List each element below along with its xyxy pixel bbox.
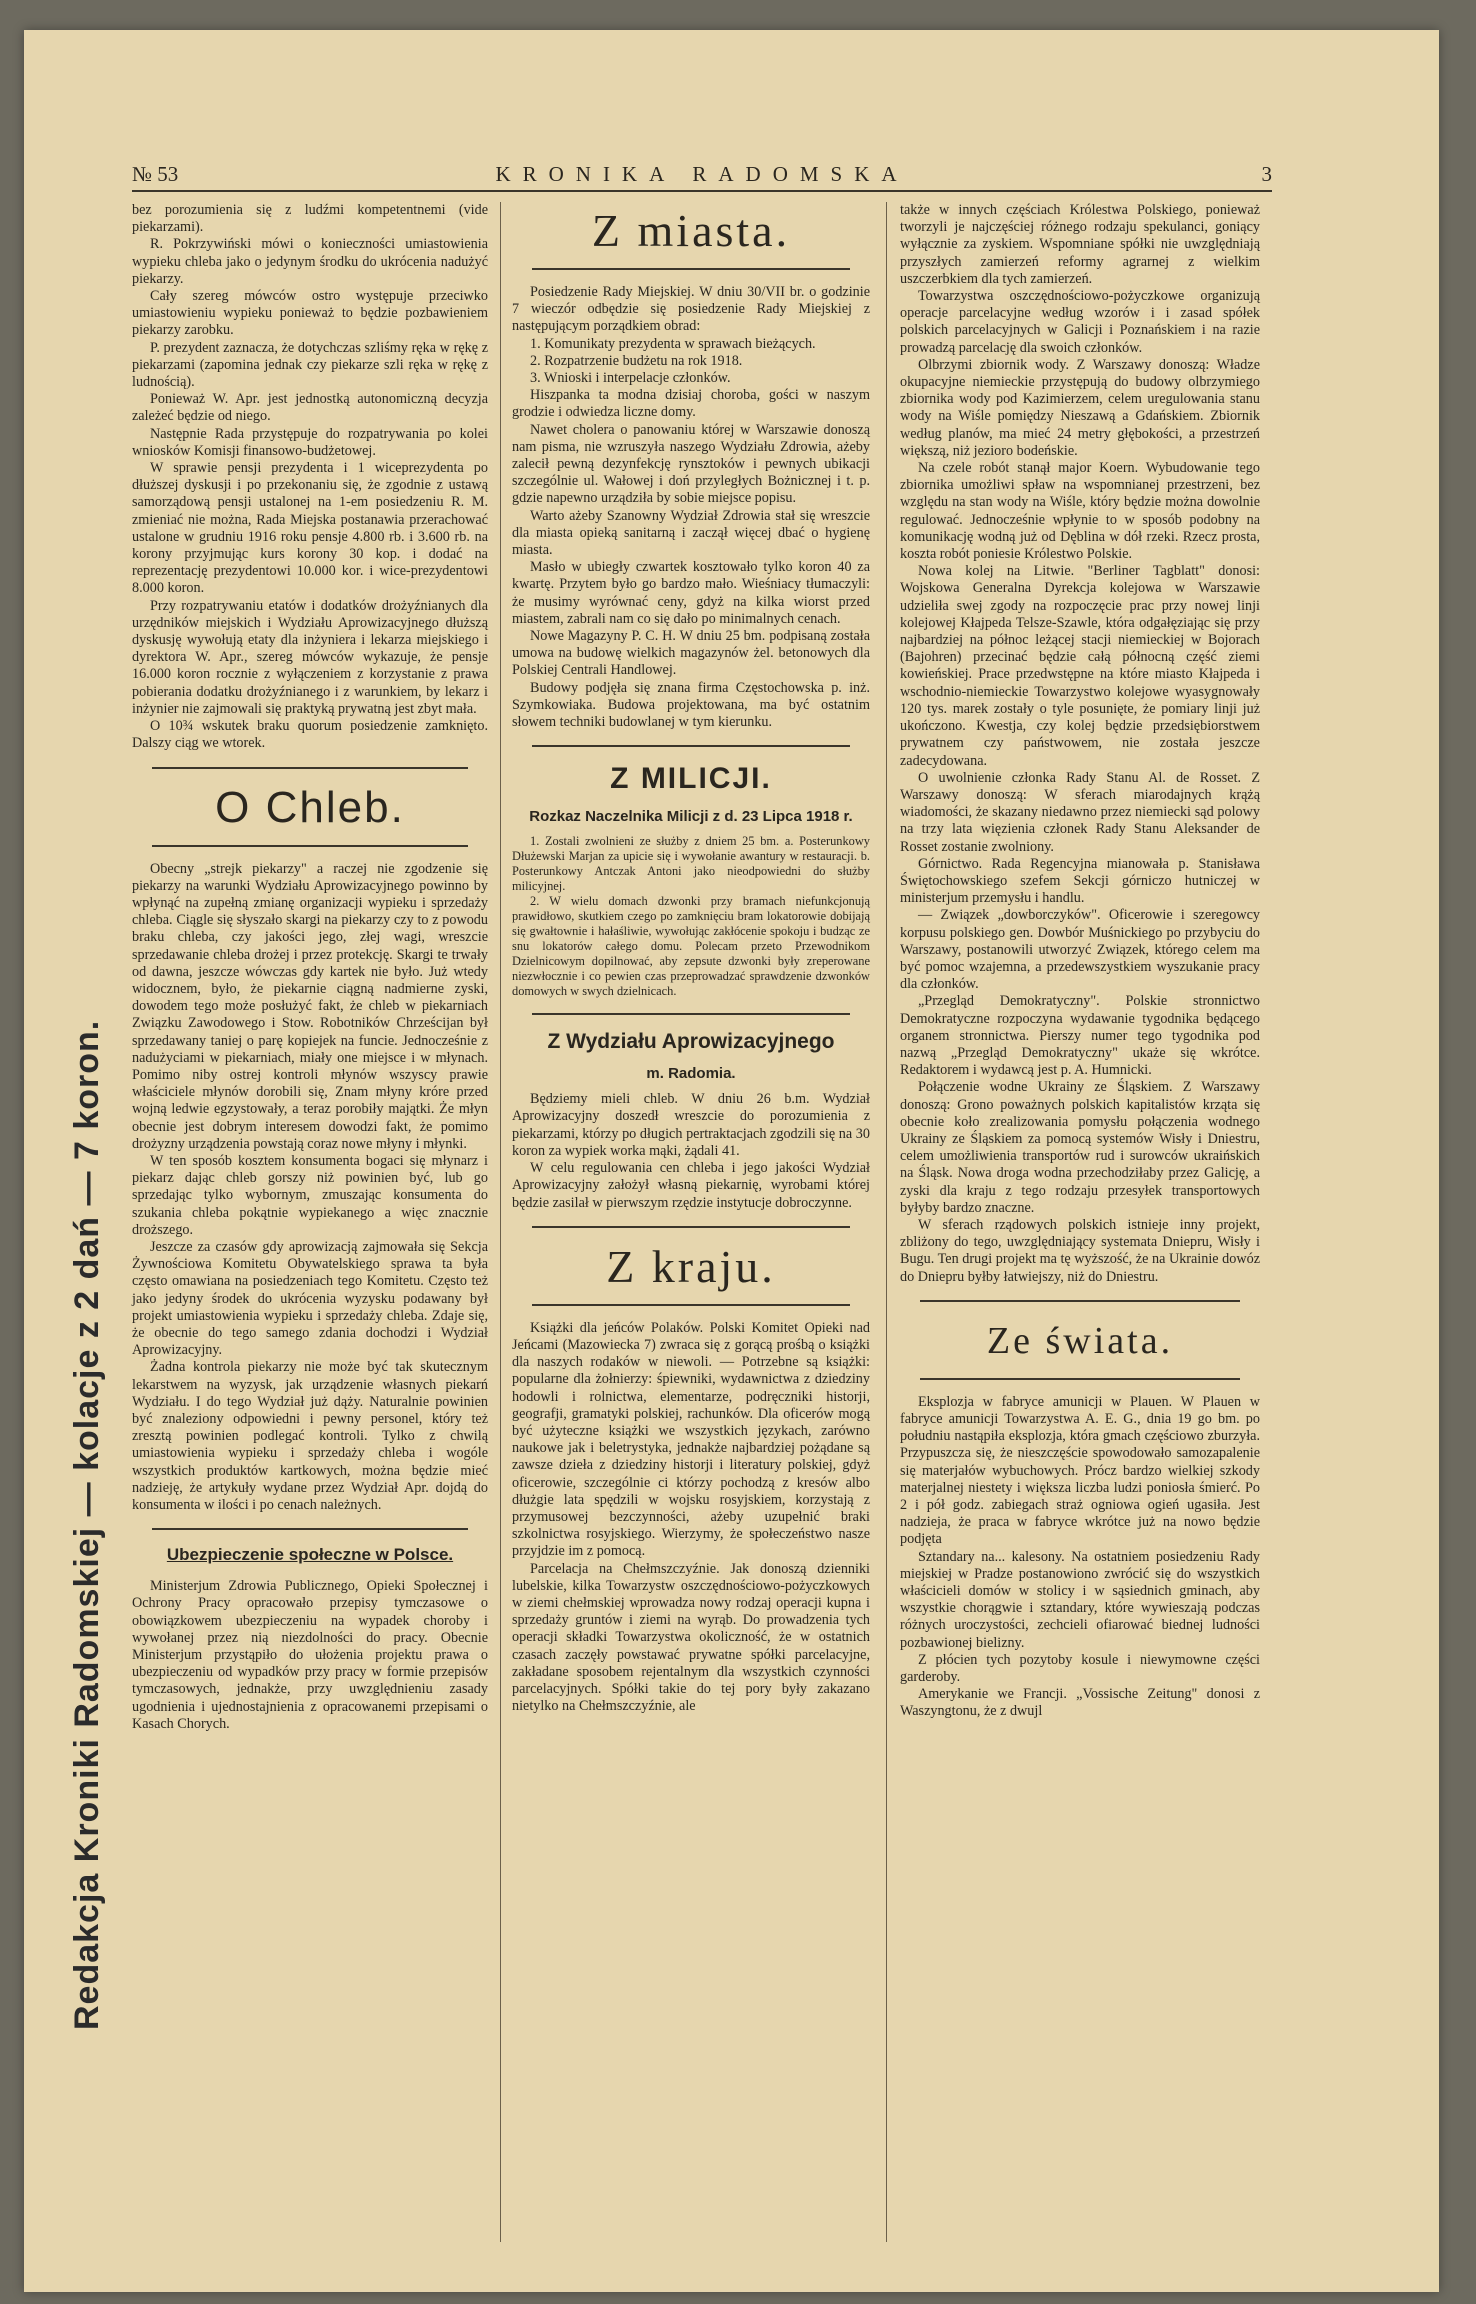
paragraph: W sprawie pensji prezydenta i 1 wiceprezydenta po dłuższej dyskusji i po przekonaniu się, że zgodnie z ustawą samorządową pensji ustalonej na 1-em posiedzeniu R. M. zmieniać nie można, Rada Miejska postanawia przerachować ustalone w grudniu 1916 roku pensje 4.800 rb. i 3.600 rb. na korony przyjmując kurs korony 30 kop. i dodać na reprezentację prezydentowi 10.000 kor. i wice-prezydentowi 8.000 koron. — [132, 460, 488, 597]
heading-wydzial: Z Wydziału Aprowizacyjnego — [547, 1030, 835, 1054]
paragraph: „Przegląd Demokratyczny". Polskie stronnictwo Demokratyczne rozpoczyna wydawanie tygodnika będącego organem stronnictwa. Pierszy numer tego tygodnika pod nazwą „Przegląd Demokratyczny" ukaże się wkrótce. Redaktorem i wydawcą jest p. A. Humnicki. — [900, 993, 1260, 1079]
list-item: 3. Wnioski i interpelacje członków. — [530, 370, 731, 387]
paragraph: Warto ażeby Szanowny Wydział Zdrowia stał się wreszcie dla miasta opieką sanitarną i zaczął więcej dbać o hygienę miasta. — [512, 507, 870, 559]
paragraph: Sztandary na... kalesony. Na ostatniem posiedzeniu Rady miejskiej w Pradze postanowiono zwrócić się do wszystkich właścicieli domów w stolicy i w sąsiednich gminach, aby wszystkie chorągwie i sztandary, które wywieszają podczas różnych uroczystości, zechcieli ofiarować biednej ludności pozbawionej bielizny. — [900, 1548, 1260, 1651]
paragraph: Nowa kolej na Litwie. "Berliner Tagblatt" donosi: Wojskowa Generalna Dyrekcja kolejowa w Warszawie udzieliła swej zgody na rozpoczęcie prac przy nowej linji kolejowej Kłajpeda Telsze-Szawle, która odgałęziając się przy najbardziej na północ leżącej stacji niemieckiej w Bojorach (Bajohren) przecinać będzie całą północną część ziemi kowieńskiej. Prace przedwstępne na które miasto Kłajpeda i wschodnio-niemieckie Towarzystwo kolejowe wyasygnowały 120 tys. marek zostały o tyle posunięte, że pomiary linji już ukończono. Kwestja, czy kolej będzie przedsiębiorstwem prywatnem czy państwowem, nie została jeszcze zadecydowana. — [900, 563, 1260, 769]
paragraph: bez porozumienia się z ludźmi kompetentnemi (vide piekarzami). — [132, 202, 488, 236]
column-rule — [886, 202, 887, 2242]
order-title: Rozkaz Naczelnika Milicji z d. 23 Lipca 1918 r. — [529, 808, 853, 826]
paragraph: W sferach rządowych polskich istnieje inny projekt, zbliżony do tego, uwzględniający systemata Dniepru, Wisły i Bugu. Ten drugi projekt ma tę wyższość, że na Ukrainie dowóz do Dniepru byłby łatwiejszy, niż do Dniestru. — [900, 1216, 1260, 1285]
paragraph: W celu regulowania cen chleba i jego jakości Wydział Aprowizacyjny założył własną piekarnię, wyrobami której będzie zasilał w pierwszym rzędzie instytucje dobroczynne. — [512, 1160, 870, 1211]
margin-stamp — [22, 240, 106, 2040]
heading-ubezpieczenie: Ubezpieczenie społeczne w Polsce. — [166, 1545, 454, 1565]
heading-wydzial-sub: m. Radomia. — [646, 1065, 736, 1083]
section-divider — [532, 1013, 850, 1015]
issue-number: № 53 — [132, 162, 179, 186]
paragraph: Żadna kontrola piekarzy nie może być tak skutecznym lekarstwem na wyzysk, jak urządzenie własnych piekarń Wydziału. I do tego Wydział już dąży. Naturalnie powinien być znaleziony odpowiedni i pewny personel, który też zresztą powinien podlegać kontroli. Tylko z chwilą umiastowienia wypieku i sprzedaży chleba i wogóle wszystkich produktów kartkowych, można będzie mieć nadzieję, że artykuły wydane przez Wydział Apr. dojdą do konsumenta w ilości i po cenach należnych. — [132, 1359, 488, 1514]
paragraph: Połączenie wodne Ukrainy ze Śląskiem. Z Warszawy donoszą: Grono poważnych polskich kapitalistów krząta się obecnie koło zrealizowania pomysłu połączenia wodnego Ukrainy ze Śląskiem za pomocą systemów Wisły i Dniestru, celem umożliwienia transportów rud i surowców ukraińskich na Śląsk. Nowa droga wodna przechodziłaby przez Galicję, a zyski dla kraju z tego rodzaju przesyłek transportowych byłyby bardzo znaczne. — [900, 1079, 1260, 1216]
paragraph: Jeszcze za czasów gdy aprowizacją zajmowała się Sekcja Żywnościowa Komitetu Obywatelskiego sprawa ta była często omawiana na posiedzeniach tego Komitetu. Często też jako jedyny środek do ukrócenia wyzysku podawany był projekt umiastowienia wypieku i sprzedaży chleba. Zdaje się, że obecnie do tego samego zdania dochodzi i Wydział Aprowizacyjny. — [132, 1238, 488, 1359]
paragraph: — Związek „dowborczyków". Oficerowie i szeregowcy korpusu polskiego gen. Dowbór Muśnickiego po przybyciu do Warszawy, postanowili utworzyć Związek, którego celem ma być pomoc wzajemna, a przedewszystkiem wyszukanie pracy dla członków. — [900, 907, 1260, 993]
paragraph: P. prezydent zaznacza, że dotychczas szliśmy ręka w rękę z piekarzami (zapomina jednak czy piekarze szli ręka w rękę z ludnością). — [132, 339, 488, 391]
paragraph: O uwolnienie członka Rady Stanu Al. de Rosset. Z Warszawy donoszą: W sferach miarodajnych krążą wiadomości, że skazany niedawno przez niemiecki sąd polowy na trzy lata więzienia członek Rady Stanu Aleksander de Rosset zostanie zwolniony. — [900, 769, 1260, 855]
paragraph: R. Pokrzywiński mówi o konieczności umiastowienia wypieku chleba jako o jedynym środku do ukrócenia nadużyć piekarzy. — [132, 236, 488, 287]
column-1 — [132, 202, 488, 2282]
paragraph: 1. Zostali zwolnieni ze służby z dniem 25 bm. a. Posterunkowy Dłużewski Marjan za upicie się i wywołanie awantury w restauracji. b. Posterunkowy Antczak Antoni jako nieodpowiedni do służby milicyjnej. — [512, 834, 870, 894]
paragraph: Nowe Magazyny P. C. H. W dniu 25 bm. podpisaną została umowa na budowę wielkich magazynów żel. betonowych dla Polskiej Centrali Handlowej. — [512, 628, 870, 679]
paragraph: Cały szereg mówców ostro występuje przeciwko umiastowieniu wypieku ponieważ to będzie pozbawieniem piekarzy zarobku. — [132, 288, 488, 339]
section-divider — [532, 1304, 850, 1306]
paragraph: Ponieważ W. Apr. jest jednostką autonomiczną decyzja zależeć będzie od niego. — [132, 391, 488, 425]
list-item: 1. Komunikaty prezydenta w sprawach bieżących. — [530, 335, 816, 352]
paragraph: O 10¾ wskutek braku quorum posiedzenie zamknięto. Dalszy ciąg we wtorek. — [132, 718, 488, 752]
newspaper-title: KRONIKA RADOMSKA — [495, 162, 909, 186]
paragraph: Ministerjum Zdrowia Publicznego, Opieki Społecznej i Ochrony Pracy opracowało przepisy tymczasowe o obowiązkowem ubezpieczeniu na wypadek choroby i wywołanej przez nią niezdolności do pracy. Obecnie Ministerjum przystąpiło do ułożenia projektu prawa o ubezpieczeniu od wypadków przy pracy w formie przepisów tymczasowych, jednakże, przy uwzględnieniu zasady ugodnienia i ujednostajnienia z opracowanemi przepisami o Kasach Chorych. — [132, 1578, 488, 1732]
paragraph: Będziemy mieli chleb. W dniu 26 b.m. Wydział Aprowizacyjny doszedł wreszcie do porozumienia z piekarzami, którzy po długich pertraktacjach zgodzili się na 30 koron za wypiek worka mąki, żądali 41. — [512, 1091, 870, 1159]
heading-ze-swiata: Ze świata. — [986, 1319, 1174, 1362]
column-2 — [512, 202, 870, 2282]
section-divider — [532, 745, 850, 747]
paragraph: Górnictwo. Rada Regencyjna mianowała p. Stanisława Świętochowskiego szefem Sekcji górniczo hutniczej w ministerjum przemysłu i handlu. — [900, 855, 1260, 907]
margin-stamp-text: Redakcja Kroniki Radomskiej — kolacje z 2 dań — 7 koron. — [68, 1019, 106, 2030]
section-divider — [920, 1300, 1240, 1302]
heading-z-kraju: Z kraju. — [606, 1240, 776, 1292]
paragraph: Parcelacja na Chełmszczyźnie. Jak donoszą dzienniki lubelskie, kilka Towarzystw oszczędnościowo-pożyczkowych w ziemi chełmskiej wprowadza nowy rodzaj operacji kupna i sprzedaży gruntów i ziemi na wyrąb. Do prowadzenia tych operacji składki Towarzystwa okoliczność, że w ostatnich czasach zaczęły powstawać prywatne spółki parcelacyjne, zakładane sposobem rejentalnym dla wszystkich czynności parcelacyjnych. Spółki takie do tej pory były zakazano nietylko na Chełmszczyźnie, ale — [512, 1560, 870, 1715]
newspaper-page — [24, 30, 1439, 2292]
section-divider — [920, 1378, 1240, 1380]
section-divider — [152, 767, 468, 769]
paragraph: Posiedzenie Rady Miejskiej. W dniu 30/VII br. o godzinie 7 wieczór odbędzie się posiedzenie Rady Miejskiej z następującym porządkiem obrad: — [512, 284, 870, 335]
paragraph: Towarzystwa oszczędnościowo-pożyczkowe organizują operacje parcelacyjne według wzorów i i zasad spółek polskich parcelacyjnych w Galicji i Poznańskiem i na razie prowadzą parcelację dla swoich członków. — [900, 288, 1260, 356]
page-number: 3 — [1261, 162, 1272, 186]
section-divider — [532, 268, 850, 270]
paragraph: Masło w ubiegły czwartek kosztowało tylko koron 40 za kwartę. Przytem było go bardzo mało. Wieśniacy tłumaczyli: że musimy wyrównać ceny, gdyż na kilka wiorst przed miastem, zabrali nam co się dało po minimalnych cenach. — [512, 559, 870, 627]
paragraph: Amerykanie we Francji. „Vossische Zeitung" donosi z Waszyngtonu, że z dwujl — [900, 1686, 1260, 1720]
column-3 — [900, 202, 1260, 2282]
paragraph: Książki dla jeńców Polaków. Polski Komitet Opieki nad Jeńcami (Mazowiecka 7) zwraca się z gorącą prośbą o książki dla naszych rodaków w niewoli. — Potrzebne są książki: popularne dla żołnierzy: śpiewniki, wydawnictwa z dziedziny hodowli i rolnictwa, elementarze, podręczniki historji, geografji, gramatyki polskiej, rachunków. Dla oficerów mogą być użyteczne książki we wszystkich językach, zarówno naukowe jak i beletrystyka, jednakże najbardziej pożądane są zawsze dzieła z dziedziny historji i literatury polskiej, gdyż oficerowie, szczególnie ci którzy pochodzą z kresów albo dłużgie lata spędzili w wojsku rosyjskiem, korzystają z przymusowej bezczynności, ażeby uzupełnić braki szkolnictwa rosyjskiego. Wierzymy, że społeczeństwo nasze przyjdzie im z pomocą. — [512, 1319, 870, 1560]
paragraph: Z płócien tych pozytoby kosule i niewymowne części garderoby. — [900, 1651, 1260, 1686]
heading-o-chleb: O Chleb. — [215, 782, 405, 832]
page-header — [132, 160, 1272, 192]
paragraph: Eksplozja w fabryce amunicji w Plauen. W Plauen w fabryce amunicji Towarzystwa A. E. G., dnia 19 go bm. po południu nastąpiła eksplozja, która gmach częściowo zburzyła. Przypuszcza się, że nieszczęście spowodowało samozapalenie się materjałów wybuchowych. Prócz bardzo wielkiej szkody materjalnej niestety i większa liczba ludzi poniosła śmierć. Po 2 i pół godz. zabiegach straż ogniowa ogień ugasiła. Jest nadzieja, że praca w fabryce wkrótce już na nowo będzie podjęta — [900, 1393, 1260, 1548]
paragraph: Hiszpanka ta modna dzisiaj choroba, gości w naszym grodzie i odwiedza liczne domy. — [512, 387, 870, 421]
heading-z-miasta: Z miasta. — [591, 205, 791, 256]
heading-z-milicji: Z MILICJI. — [610, 762, 772, 796]
paragraph: także w innych częściach Królestwa Polskiego, ponieważ tworzyli je najczęściej różnego rodzaju spekulanci, goniący wyłącznie za zyskiem. Wspomniane spółki nie uwzględniają przyszłych zamierzeń reformy agrarnej z wielkim uszczerbkiem dla tych zamierzeń. — [900, 202, 1260, 287]
paragraph: Następnie Rada przystępuje do rozpatrywania po kolei wniosków Komisji finansowo-budżetowej. — [132, 425, 488, 459]
paragraph: Przy rozpatrywaniu etatów i dodatków drożyźnianych dla urzędników miejskich i Wydziału Aprowizacyjnego dłuższą dyskusję wywołują etaty dla inżyniera i lekarza miejskiego i dyrektora W. Apr., szereg mówców wykazuje, że pensje 16.000 koron rocznie z wyłączeniem z korzystanie z prawa pobierania dodatku drożyźnianego i z warunkiem, by lekarz i inżynier nie zajmowali się praktyką prywatną jest zbyt mała. — [132, 597, 488, 717]
section-divider — [152, 1528, 468, 1530]
section-divider — [152, 845, 468, 847]
paragraph: W ten sposób kosztem konsumenta bogaci się młynarz i piekarz dając chleb gorszy niż powinien być, lub go sprzedając tylko wybornym, zmuszając konsumenta do szukania chleba pokątnie wypiekanego a więc znacznie droższego. — [132, 1152, 488, 1238]
paragraph: Budowy podjęła się znana firma Częstochowska p. inż. Szymkowiaka. Budowa projektowana, ma być ostatnim słowem techniki budowlanej w tym kierunku. — [512, 679, 870, 731]
paragraph: 2. W wielu domach dzwonki przy bramach niefunkcjonują prawidłowo, skutkiem czego po zamknięciu bram lokatorowie dobijają się gwałtownie i hałaśliwie, wywołując zakłócenie spokoju i budząc ze snu lokatorów całego domu. Polecam przeto Przewodnikom Dzielnicowym dopilnować, aby zepsute dzwonki były zreperowane niezwłocznie i co pewien czas przeprowadzać sprawdzenie dzwonków domowych w swych dzielnicach. — [512, 894, 870, 999]
list-item: 2. Rozpatrzenie budżetu na rok 1918. — [530, 352, 743, 369]
paragraph: Olbrzymi zbiornik wody. Z Warszawy donoszą: Władze okupacyjne niemieckie przystępują do budowy olbrzymiego zbiornika wody pod Kazimierzem, celem uregulowania stanu wody na Wiśle pomiędzy Nieszawą a Gdańskiem. Zbiornik według planów, ma mieć 24 metry głębokości, a przestrzeń większą, niż jezioro bodeńskie. — [900, 356, 1260, 459]
paragraph: Nawet cholera o panowaniu której w Warszawie donoszą nam pisma, nie wzruszyła naszego Wydziału Zdrowia, ażeby zalecił pewną dezynfekcję rynsztoków i pewnych ubikacji szczególnie ul. Wałowej i doń przyległych Bożnicznej i t. p. gdzie napewno urządziła by sobie miejsce popisu. — [512, 421, 870, 507]
column-rule — [500, 202, 501, 2242]
paragraph: Obecny „strejk piekarzy" a raczej nie zgodzenie się piekarzy na warunki Wydziału Aprowizacyjnego powinno by wpłynąć na zupełną zmianę organizacji wypieku i sprzedaży chleba. Ciągle się słyszało skargi na piekarzy czy to z powodu braku chleba, czy jakości jego, złej wagi, wreszcie sprzedawanie chleba drożej i przez protekcję. Skargi te trwały od dawna, jeszcze wówczas gdy kartek nie było. Już wtedy widocznem, było, że piekarnie ciągną nadmierne zyski, dowodem tego może posłużyć fakt, że chleb w piekarniach Związku Zawodowego i Stow. Robotników Chrześcijan był sprzedawany taniej o parę kopiejek na funcie. Jednocześnie z nadużyciami w piekarniach, miały one miejsce i w młynach. Pomimo niby ostrej kontroli młynów wszyscy prawie właściciele młynów dorobili się, Znam młyny króre przed wojną ledwie egzystowały, a teraz porobiły majątki. Że młyn obecnie jest dobrym interesem dowodzi fakt, że pomimo drożyzny urządzenia powstają coraz nowe młyny i młynki. — [132, 860, 488, 1152]
section-divider — [532, 1226, 850, 1228]
paragraph: Na czele robót stanął major Koern. Wybudowanie tego zbiornika umożliwi spław na wspomnianej przestrzeni, bez względu na stan wody na Wiśle, który będzie można dowolnie regulować. Jednocześnie wpłynie to w sposób podobny na komunikację wodną już od Dęblina w dół rzeki. Rzecz prosta, koszta robót poniesie Królestwo Polskie. — [900, 460, 1260, 563]
